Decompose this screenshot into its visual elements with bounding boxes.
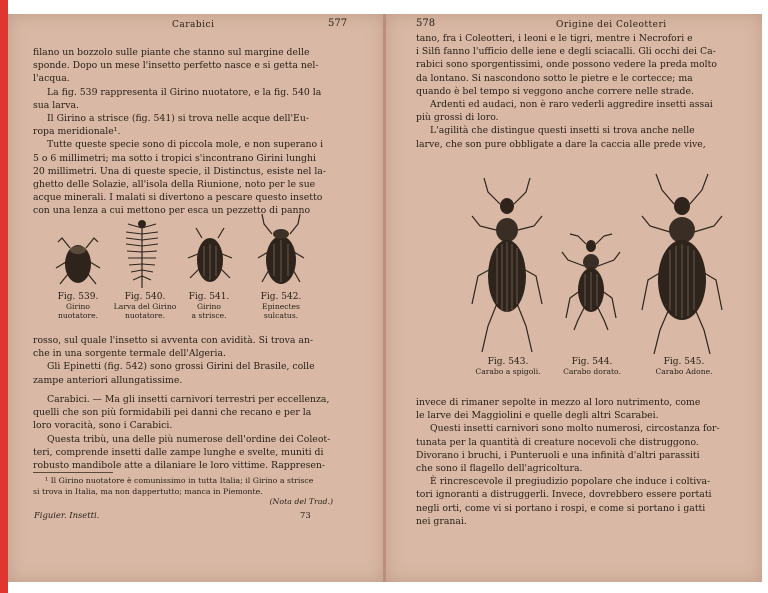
figure-541-caption — [178, 293, 240, 320]
text-line: robusto mandibole atte a dilaniare le loro vittime. Rappresen- — [33, 460, 326, 472]
caption-line: Carabo a spigoli. — [475, 367, 541, 376]
text-line: rosso, sul quale l'insetto si avventa con avidità. Si trova an- — [33, 335, 314, 346]
left-page-number: 577 — [328, 18, 348, 29]
figure-542-caption — [250, 293, 312, 320]
text-line: L'agilità che distingue questi insetti si trova anche nelle — [430, 125, 695, 137]
text-line: più grossi di loro. — [416, 112, 499, 124]
text-line: Tutte queste specie sono di piccola mole, e non superano i — [47, 139, 324, 151]
footnote-line: ¹ Il Girino nuotatore è comunissimo in tutta Italia; il Girino a strisce — [45, 476, 314, 485]
footnote-line: si trova in Italia, ma non dappertutto; manca in Piemonte. — [33, 486, 263, 496]
text-line: tunata per la quantità di creature nocevoli che distruggono. — [416, 436, 699, 448]
figure-539-number: Fig. 539. — [57, 292, 99, 302]
text-line: ropa meridionale¹. — [33, 126, 121, 138]
text-line: Gli Epinetti (fig. 542) sono grossi Girini del Brasile, colle — [47, 361, 315, 373]
caption-line: a strisce. — [191, 311, 227, 320]
figure-545-caption — [636, 358, 732, 376]
text-line: loro voracità, sono i Carabici. — [33, 420, 173, 432]
text-line: 5 o 6 millimetri; ma sotto i tropici s'incontrano Girini lunghi — [33, 152, 316, 164]
text-line: invece di rimaner sepolte in mezzo al loro nutrimento, come — [416, 397, 701, 408]
text-line: Carabici. — Ma gli insetti carnivori terrestri per eccellenza, — [47, 394, 330, 405]
figure-545-illustration — [636, 170, 728, 356]
text-line: filano un bozzolo sulle piante che stanno sul margine delle — [33, 47, 310, 58]
caption-line: sulcatus. — [263, 311, 299, 320]
figure-540-number: Fig. 540. — [124, 292, 166, 302]
signature-mark: Figuier. Insetti. — [34, 510, 100, 520]
text-line: con una lenza a cui mettono per esca un pezzetto di panno — [33, 205, 311, 217]
caption-line: Girino — [65, 302, 91, 311]
left-text-top — [33, 46, 333, 218]
figure-543-illustration — [466, 176, 548, 356]
caption-line: Epinectes — [262, 302, 300, 311]
caption-line: Carabo Adone. — [655, 367, 713, 376]
figure-544-number: Fig. 544. — [571, 357, 613, 367]
text-line: tori ignoranti a distruggerli. Invece, dovrebbero essere portati — [416, 489, 712, 501]
caption-line: nuotatore. — [124, 311, 166, 320]
right-page-number: 578 — [416, 18, 436, 29]
footnote-credit: (Nota del Trad.) — [269, 497, 333, 506]
text-line: da lontano. Si nascondono sotto le pietre e le cortecce; ma — [416, 72, 693, 84]
text-line: Divorano i bruchi, i Punteruoli e una infinità d'altri parassiti — [416, 449, 700, 461]
text-line: Il Girino a strisce (fig. 541) si trova nelle acque dell'Eu- — [47, 113, 309, 125]
text-line: acque minerali. I malati si divertono a pescare questo insetto — [33, 192, 323, 204]
figure-543-caption — [466, 358, 550, 376]
text-line: negli orti, come vi si portano i rospi, e come si portano i gatti — [416, 502, 706, 514]
text-line: ghetto delle Solazie, all'isola della Riunione, noto per le sue — [33, 179, 316, 191]
right-running-header: Origine dei Coleotteri — [556, 20, 667, 30]
figure-545-number: Fig. 545. — [663, 357, 705, 367]
text-line: nei granai. — [416, 515, 467, 527]
text-line: sua larva. — [33, 99, 79, 111]
text-line: 20 millimetri. Una di queste specie, il Distinctus, esiste nel la- — [33, 165, 326, 177]
text-line: È rincrescevole il pregiudizio popolare che induce i coltiva- — [430, 476, 711, 488]
footnote-rule — [33, 472, 113, 473]
figure-541-illustration — [186, 224, 234, 290]
figure-543-number: Fig. 543. — [487, 357, 529, 367]
left-running-header: Carabici — [172, 20, 215, 30]
figure-544-caption — [554, 358, 630, 376]
text-line: le larve dei Maggiolini e quelle degli altri Scarabei. — [416, 410, 659, 422]
text-line: i Silfi fanno l'ufficio delle iene e degli sciacalli. Gli occhi dei Ca- — [416, 46, 716, 58]
text-line: tano, fra i Coleotteri, i leoni e le tigri, mentre i Necrofori e — [416, 33, 693, 44]
right-text-top — [416, 32, 722, 151]
signature-number: 73 — [300, 510, 311, 520]
figure-539-illustration — [52, 232, 104, 290]
figure-540-illustration — [122, 218, 162, 292]
text-line: La fig. 539 rappresenta il Girino nuotatore, e la fig. 540 la — [47, 86, 322, 98]
figure-541-number: Fig. 541. — [188, 292, 230, 302]
figure-542-illustration — [256, 212, 306, 290]
text-line: Ardenti ed audaci, non è raro vederli aggredire insetti assai — [430, 99, 713, 111]
text-line: teri, comprende insetti dalle zampe lunghe e svelte, muniti di — [33, 446, 324, 458]
text-line: sponde. Dopo un mese l'insetto perfetto nasce e si getta nel- — [33, 60, 319, 72]
left-text-carabici — [33, 393, 333, 472]
text-line: che sono il flagello dell'agricoltura. — [416, 463, 583, 475]
text-line: Questa tribù, una delle più numerose dell'ordine dei Coleot- — [47, 433, 331, 445]
figure-542-number: Fig. 542. — [260, 292, 302, 302]
text-line: rabici sono sporgentissimi, onde possono vedere la preda molto — [416, 59, 717, 71]
text-line: zampe anteriori allungatissime. — [33, 374, 183, 386]
text-line: larve, che son pure obbligate a dare la caccia alle prede vive, — [416, 138, 706, 150]
caption-line: Larva del Girino — [113, 302, 177, 311]
caption-line: Girino — [196, 302, 222, 311]
text-line: Questi insetti carnivori sono molto numerosi, circostanza for- — [430, 423, 720, 435]
figure-540-caption — [110, 293, 180, 320]
right-text-bottom — [416, 396, 722, 528]
text-line: quelli che son più formidabili pei danni che recano e per la — [33, 407, 312, 419]
caption-line: nuotatore. — [57, 311, 99, 320]
left-footnote — [33, 476, 333, 508]
text-line: che in una sorgente termale dell'Algeria. — [33, 348, 226, 360]
caption-line: Carabo dorato. — [563, 367, 621, 376]
figure-544-illustration — [560, 232, 622, 332]
text-line: quando è bel tempo si veggono anche correre nelle strade. — [416, 85, 694, 97]
text-line: l'acqua. — [33, 73, 70, 85]
background-red-strip — [0, 0, 8, 593]
left-text-middle — [33, 334, 333, 387]
figure-539-caption — [46, 293, 110, 320]
